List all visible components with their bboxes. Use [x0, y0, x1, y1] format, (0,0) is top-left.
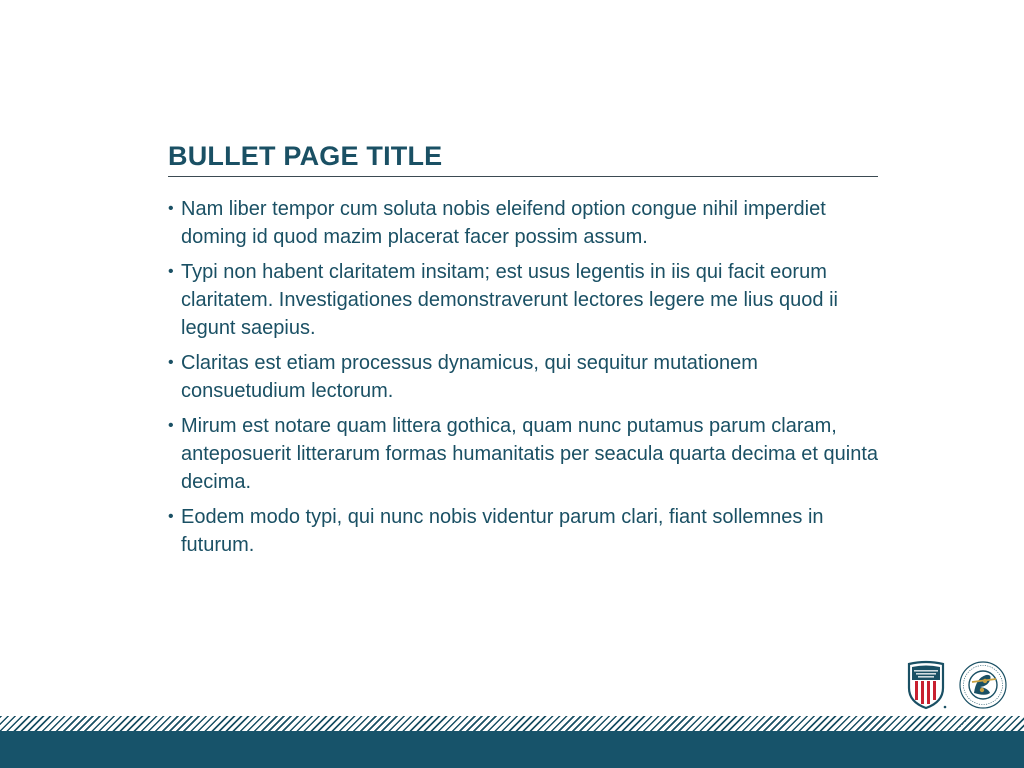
bullet-text: Typi non habent claritatem insitam; est usus legentis in iis qui facit eorum claritatem. Investigationes demonstraverunt lectores legere me lius quod ii legunt saepius.: [181, 261, 838, 339]
bullet-icon: •: [168, 417, 174, 434]
psia-shield-logo: [909, 662, 946, 708]
bullet-icon: •: [168, 508, 174, 525]
list-item: [168, 258, 880, 342]
bullet-text: Mirum est notare quam littera gothica, quam nunc putamus parum claram, anteposuerit litterarum formas humanitatis per seacula quarta decima et quinta decima.: [181, 415, 879, 493]
list-item: [168, 503, 880, 559]
list-item: [168, 195, 880, 251]
list-item: [168, 349, 880, 405]
bullet-icon: •: [168, 354, 174, 371]
logos-svg: [906, 660, 1008, 710]
bullet-text: Claritas est etiam processus dynamicus, qui sequitur mutationem consuetudium lectorum.: [181, 352, 758, 402]
list-item: [168, 412, 880, 496]
footer-bar: [0, 731, 1024, 768]
footer-hatch-stripe: [0, 716, 1024, 731]
title-divider: [168, 176, 878, 177]
bullet-text: Eodem modo typi, qui nunc nobis videntur parum clari, fiant sollemnes in futurum.: [181, 506, 824, 556]
logo-group: [906, 660, 1008, 710]
bullet-icon: •: [168, 200, 174, 217]
slide-title: BULLET PAGE TITLE: [168, 141, 443, 171]
bullet-text: Nam liber tempor cum soluta nobis eleifend option congue nihil imperdiet doming id quod mazim placerat facer possim assum.: [181, 198, 826, 248]
aasi-circle-logo: [960, 662, 1006, 708]
bullet-list: [168, 195, 880, 566]
bullet-icon: •: [168, 263, 174, 280]
